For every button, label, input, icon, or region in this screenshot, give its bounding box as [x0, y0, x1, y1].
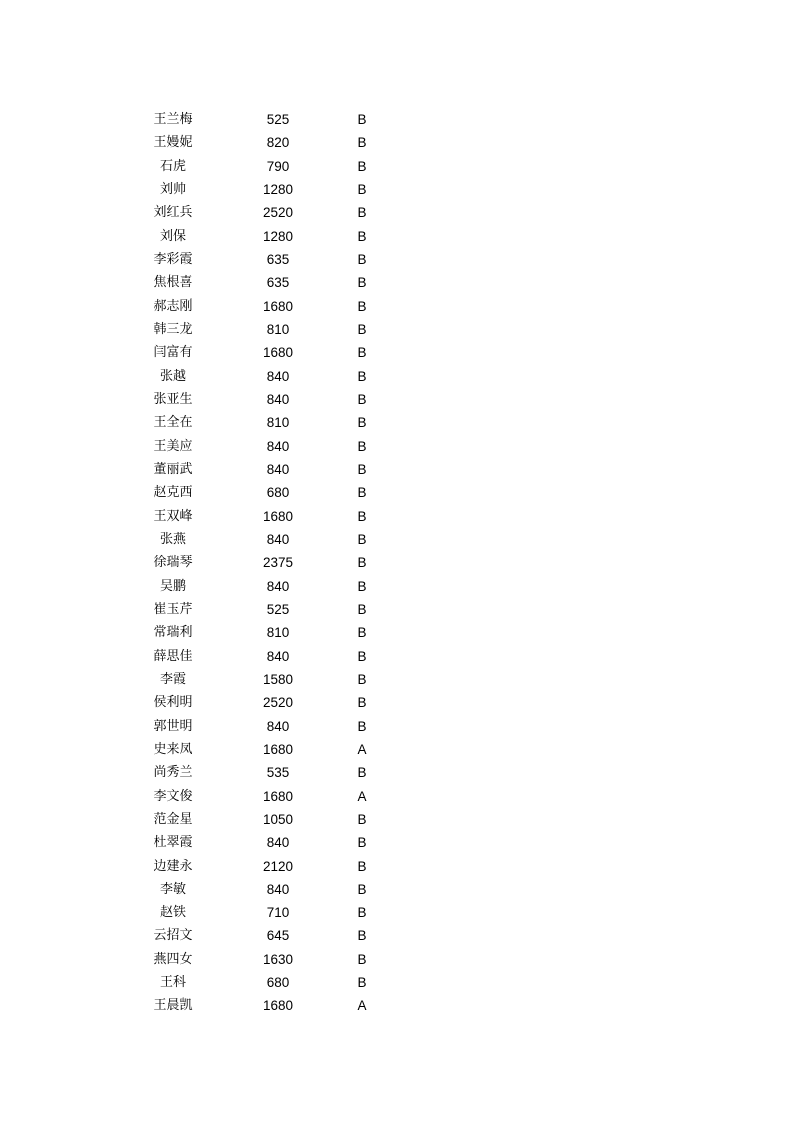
- name-cell: 侯利明: [153, 695, 193, 711]
- grade-cell: B: [357, 555, 367, 571]
- table-row: [0, 108, 793, 131]
- name-cell: 崔玉芹: [153, 601, 193, 617]
- amount-cell: 810: [266, 415, 290, 431]
- grade-cell: B: [357, 158, 367, 174]
- name-cell: 边建永: [153, 858, 193, 874]
- amount-cell: 2520: [262, 695, 294, 711]
- table-row: [0, 131, 793, 154]
- name-cell: 王嫚妮: [153, 135, 193, 151]
- amount-cell: 2520: [262, 205, 294, 221]
- name-cell: 郭世明: [153, 718, 193, 734]
- grade-cell: B: [357, 508, 367, 524]
- grade-cell: B: [357, 531, 367, 547]
- table-row: [0, 994, 793, 1017]
- grade-cell: B: [357, 881, 367, 897]
- name-cell: 董丽武: [153, 461, 193, 477]
- amount-cell: 840: [266, 531, 290, 547]
- name-cell: 王双峰: [153, 508, 193, 524]
- grade-cell: B: [357, 695, 367, 711]
- name-cell: 王科: [159, 975, 186, 991]
- grade-cell: B: [357, 905, 367, 921]
- amount-cell: 840: [266, 881, 290, 897]
- name-cell: 闫富有: [153, 345, 193, 361]
- amount-cell: 810: [266, 625, 290, 641]
- table-row: [0, 924, 793, 947]
- name-cell: 李彩霞: [153, 251, 193, 267]
- name-cell: 李文俊: [153, 788, 193, 804]
- amount-cell: 1580: [262, 671, 294, 687]
- grade-cell: A: [357, 741, 367, 757]
- table-row: [0, 645, 793, 668]
- amount-cell: 2375: [262, 555, 294, 571]
- amount-cell: 635: [266, 275, 290, 291]
- table-row: [0, 831, 793, 854]
- data-table: [0, 108, 793, 1018]
- grade-cell: B: [357, 835, 367, 851]
- grade-cell: B: [357, 765, 367, 781]
- name-cell: 刘保: [159, 228, 186, 244]
- table-row: [0, 575, 793, 598]
- grade-cell: B: [357, 112, 367, 127]
- amount-cell: 2120: [262, 858, 294, 874]
- table-row: [0, 551, 793, 574]
- grade-cell: B: [357, 648, 367, 664]
- table-row: [0, 761, 793, 784]
- name-cell: 刘帅: [159, 181, 186, 197]
- name-cell: 张越: [159, 368, 186, 384]
- name-cell: 王兰梅: [153, 112, 193, 127]
- amount-cell: 1680: [262, 345, 294, 361]
- table-row: [0, 295, 793, 318]
- table-row: [0, 365, 793, 388]
- table-row: [0, 388, 793, 411]
- amount-cell: 1050: [262, 811, 294, 827]
- grade-cell: B: [357, 671, 367, 687]
- table-row: [0, 528, 793, 551]
- grade-cell: B: [357, 718, 367, 734]
- amount-cell: 1680: [262, 508, 294, 524]
- amount-cell: 1680: [262, 741, 294, 757]
- table-row: [0, 855, 793, 878]
- grade-cell: B: [357, 275, 367, 291]
- grade-cell: B: [357, 601, 367, 617]
- amount-cell: 840: [266, 578, 290, 594]
- grade-cell: B: [357, 415, 367, 431]
- amount-cell: 840: [266, 648, 290, 664]
- table-row: [0, 505, 793, 528]
- grade-cell: B: [357, 975, 367, 991]
- name-cell: 赵克西: [153, 485, 193, 501]
- name-cell: 刘红兵: [153, 205, 193, 221]
- name-cell: 李敏: [159, 881, 186, 897]
- name-cell: 薛思佳: [153, 648, 193, 664]
- amount-cell: 525: [266, 112, 290, 127]
- name-cell: 王晨凯: [153, 998, 193, 1014]
- table-row: [0, 598, 793, 621]
- grade-cell: B: [357, 251, 367, 267]
- name-cell: 韩三龙: [153, 321, 193, 337]
- grade-cell: B: [357, 205, 367, 221]
- amount-cell: 1680: [262, 998, 294, 1014]
- amount-cell: 645: [266, 928, 290, 944]
- name-cell: 范金星: [153, 811, 193, 827]
- table-row: [0, 948, 793, 971]
- name-cell: 郝志刚: [153, 298, 193, 314]
- grade-cell: B: [357, 461, 367, 477]
- table-row: [0, 435, 793, 458]
- amount-cell: 710: [266, 905, 290, 921]
- grade-cell: B: [357, 228, 367, 244]
- amount-cell: 1280: [262, 181, 294, 197]
- name-cell: 史来凤: [153, 741, 193, 757]
- table-row: [0, 971, 793, 994]
- name-cell: 焦根喜: [153, 275, 193, 291]
- grade-cell: B: [357, 951, 367, 967]
- grade-cell: A: [357, 998, 367, 1014]
- amount-cell: 820: [266, 135, 290, 151]
- amount-cell: 680: [266, 485, 290, 501]
- grade-cell: B: [357, 181, 367, 197]
- amount-cell: 810: [266, 321, 290, 337]
- amount-cell: 790: [266, 158, 290, 174]
- table-row: [0, 178, 793, 201]
- amount-cell: 1280: [262, 228, 294, 244]
- table-row: [0, 878, 793, 901]
- amount-cell: 840: [266, 438, 290, 454]
- grade-cell: B: [357, 298, 367, 314]
- name-cell: 杜翠霞: [153, 835, 193, 851]
- grade-cell: B: [357, 811, 367, 827]
- name-cell: 吴鹏: [159, 578, 186, 594]
- name-cell: 张亚生: [153, 391, 193, 407]
- grade-cell: B: [357, 438, 367, 454]
- grade-cell: A: [357, 788, 367, 804]
- table-row: [0, 785, 793, 808]
- grade-cell: B: [357, 391, 367, 407]
- amount-cell: 840: [266, 368, 290, 384]
- table-row: [0, 738, 793, 761]
- table-row: [0, 318, 793, 341]
- grade-cell: B: [357, 625, 367, 641]
- table-row: [0, 341, 793, 364]
- table-row: [0, 225, 793, 248]
- table-row: [0, 668, 793, 691]
- amount-cell: 1680: [262, 298, 294, 314]
- amount-cell: 635: [266, 251, 290, 267]
- grade-cell: B: [357, 321, 367, 337]
- name-cell: 燕四女: [153, 951, 193, 967]
- grade-cell: B: [357, 578, 367, 594]
- amount-cell: 535: [266, 765, 290, 781]
- name-cell: 王全在: [153, 415, 193, 431]
- table-row: [0, 271, 793, 294]
- table-row: [0, 481, 793, 504]
- name-cell: 云招文: [153, 928, 193, 944]
- table-row: [0, 155, 793, 178]
- name-cell: 尚秀兰: [153, 765, 193, 781]
- amount-cell: 680: [266, 975, 290, 991]
- amount-cell: 840: [266, 391, 290, 407]
- amount-cell: 840: [266, 718, 290, 734]
- table-row: [0, 715, 793, 738]
- amount-cell: 840: [266, 835, 290, 851]
- name-cell: 赵铁: [159, 905, 186, 921]
- grade-cell: B: [357, 135, 367, 151]
- table-row: [0, 691, 793, 714]
- grade-cell: B: [357, 345, 367, 361]
- amount-cell: 1630: [262, 951, 294, 967]
- name-cell: 张燕: [159, 531, 186, 547]
- table-row: [0, 411, 793, 434]
- table-row: [0, 901, 793, 924]
- grade-cell: B: [357, 928, 367, 944]
- name-cell: 常瑞利: [153, 625, 193, 641]
- name-cell: 石虎: [159, 158, 186, 174]
- name-cell: 徐瑞琴: [153, 555, 193, 571]
- name-cell: 王美应: [153, 438, 193, 454]
- table-row: [0, 808, 793, 831]
- table-row: [0, 458, 793, 481]
- name-cell: 李霞: [159, 671, 186, 687]
- table-row: [0, 201, 793, 224]
- grade-cell: B: [357, 368, 367, 384]
- amount-cell: 840: [266, 461, 290, 477]
- amount-cell: 1680: [262, 788, 294, 804]
- table-row: [0, 621, 793, 644]
- table-row: [0, 248, 793, 271]
- grade-cell: B: [357, 858, 367, 874]
- grade-cell: B: [357, 485, 367, 501]
- amount-cell: 525: [266, 601, 290, 617]
